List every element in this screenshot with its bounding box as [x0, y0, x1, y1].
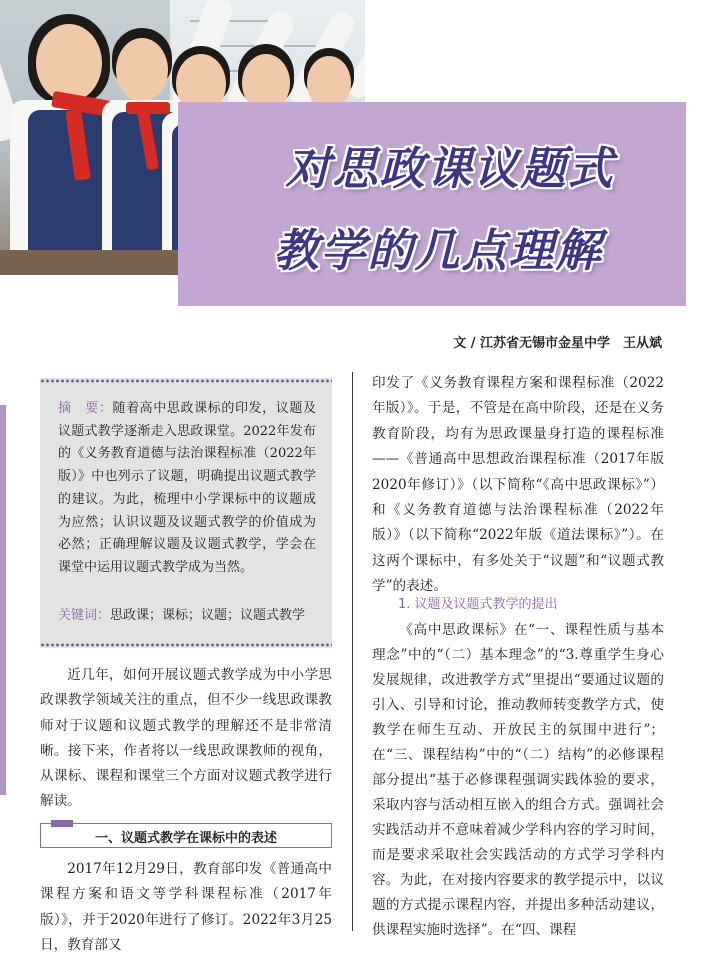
page-title-line-1: 对思政课议题式: [285, 142, 615, 195]
page-edge-tab: [0, 405, 6, 795]
body-paragraph: 印发了《义务教育课程方案和课程标准（2022年版）》。于是，不管是在高中阶段，还是在义务教育阶段，均有为思政课量身打造的课程标准——《普通高中思想政治课程标准（2017年版2020年修订）》（以下简称“《高中思政课标》”）和《义务教育道德与法治课程标准（2022年版）》（以下简称“2022年版《道法课标》”）。在这两个课标中，有多处关于“议题”和“议题式教学”的表述。: [372, 375, 664, 595]
abstract-text: [58, 398, 316, 580]
subsection-heading: 1. 议题及议题式教学的提出: [398, 597, 558, 612]
heading-notch: [51, 820, 73, 827]
body-paragraph: 2017年12月29日，教育部印发《普通高中课程方案和语文等学科课程标准（2017年版）》，并于2020年进行了修订。2022年3月25日，教育部又: [40, 861, 332, 953]
page-title-line-2: 教学的几点理解: [273, 224, 603, 277]
intro-paragraph: 近几年，如何开展议题式教学成为中小学思政课教学领域关注的重点，但不少一线思政课教师对于议题和议题式教学的理解还不是非常清晰。接下来，作者将以一线思政课教师的视角，从课标、课程和课堂三个方面对议题式教学进行解读。: [40, 667, 332, 810]
abstract-label: 摘 要：: [58, 401, 113, 416]
dotted-border: [40, 642, 332, 648]
dotted-border: [40, 378, 332, 384]
section-heading: 一、议题式教学在课标中的表述: [94, 831, 277, 846]
abstract-box: [40, 378, 332, 648]
keywords-label: 关键词：: [58, 608, 111, 623]
section-heading-box: [40, 823, 332, 848]
column-divider: [352, 372, 353, 931]
abstract-body: 随着高中思政课标的印发，议题及议题式教学逐渐走入思政课堂。2022年发布的《义务教育道德与法治课程标准（2022年版）》中也列示了议题，明确提出议题式教学的建议。为此，梳理中小学课标中的议题成为应然；认识议题及议题式教学的价值成为必然；正确理解议题及议题式教学，学会在课堂中运用议题式教学成为当然。: [58, 401, 316, 575]
author-byline: 文 / 江苏省无锡市金星中学 王从斌: [453, 336, 662, 351]
keywords-value: 思政课；课标；议题；议题式教学: [110, 608, 306, 623]
keywords-line: [58, 606, 328, 626]
body-paragraph: 《高中思政课标》在“一、课程性质与基本理念”中的“（二）基本理念”的“3.尊重学生身心发展规律，改进教学方式”里提出“要通过议题的引入、引导和讨论，推动教师转变教学方式，使教学在师生互动、开放民主的氛围中进行”；在“三、课程结构”中的“（二）结构”的必修课程部分提出“基于必修课程强调实践体验的要求，采取内容与活动相互嵌入的组合方式。强调社会实践活动并不意味着减少学科内容的学习时间，而是要求采取社会实践活动的方式学习学科内容。为此，在对接内容要求的教学提示中，以议题的方式提示课程内容，并提出多种活动建议，供课程实施时选择”。在“四、课程: [372, 622, 664, 938]
title-band: [178, 102, 686, 306]
